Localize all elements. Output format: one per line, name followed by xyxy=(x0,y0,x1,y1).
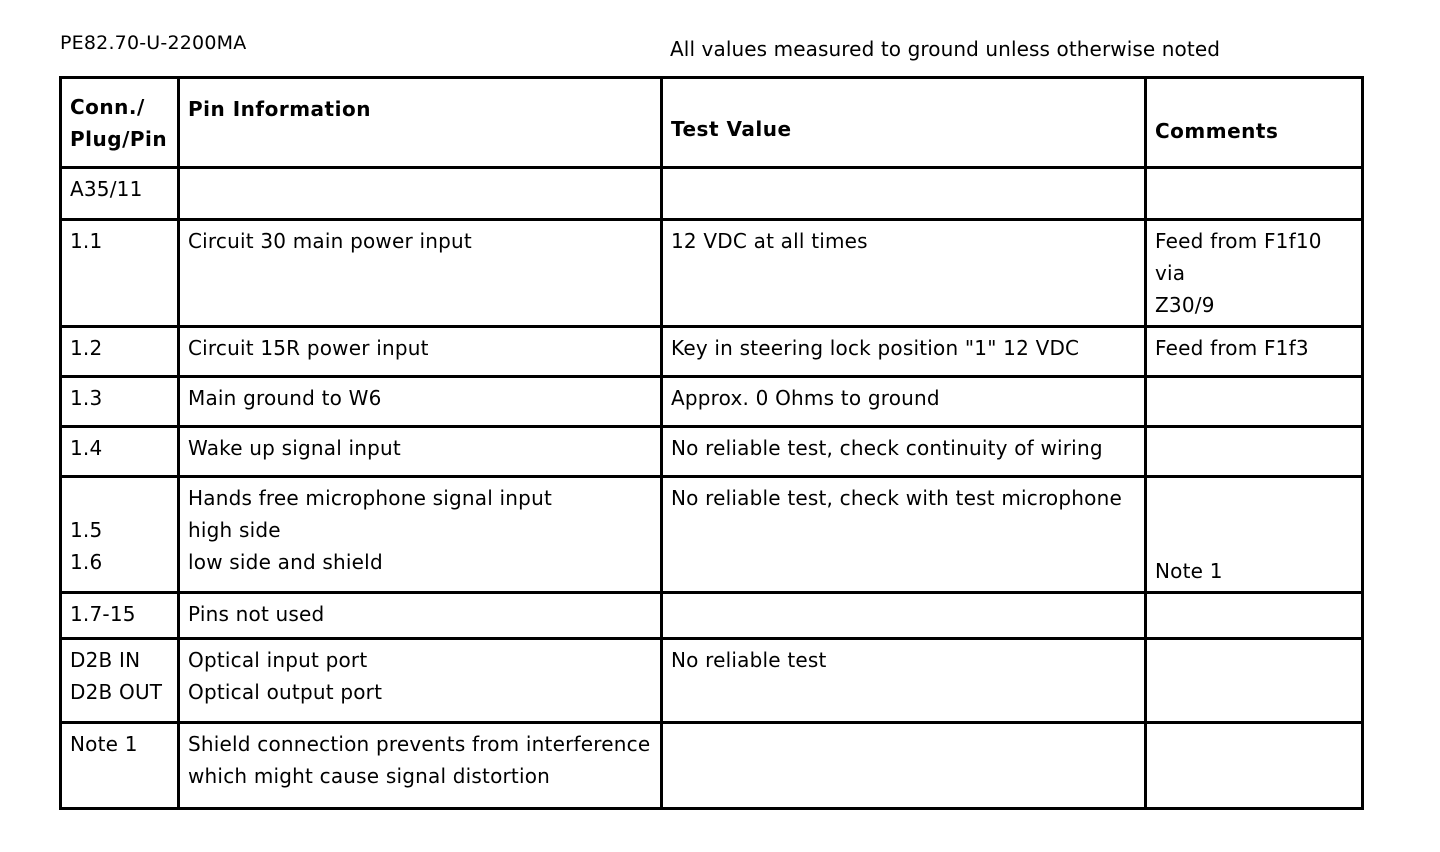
test-value-cell xyxy=(662,639,1146,723)
cell-text-line: Note 1 xyxy=(70,732,138,756)
header-conn-line-1: Conn./ xyxy=(70,94,145,119)
cell-text-line: Note 1 xyxy=(1155,559,1223,583)
comments-cell xyxy=(1146,168,1363,220)
table-body xyxy=(61,168,1363,809)
cell-text-line: Z30/9 xyxy=(1155,293,1215,317)
conn-plug-pin-cell xyxy=(61,327,179,377)
comments-cell xyxy=(1146,477,1363,593)
comments-cell xyxy=(1146,327,1363,377)
cell-text-line: high side xyxy=(188,518,281,542)
cell-text-line: No reliable test, check continuity of wiring xyxy=(671,436,1103,460)
cell-text-line: No reliable test, check with test microphone xyxy=(671,486,1122,510)
cell-text-line: Optical output port xyxy=(188,680,383,704)
pin-information-cell xyxy=(179,327,662,377)
pin-information-cell xyxy=(179,639,662,723)
pin-information-cell xyxy=(179,427,662,477)
comments-cell xyxy=(1146,377,1363,427)
comments-cell xyxy=(1146,723,1363,809)
test-value-cell xyxy=(662,427,1146,477)
table-row xyxy=(61,327,1363,377)
conn-plug-pin-cell xyxy=(61,477,179,593)
header-pin-information: Pin Information xyxy=(179,78,662,168)
cell-text-line: Wake up signal input xyxy=(188,436,401,460)
cell-text-line: 1.6 xyxy=(70,550,103,574)
cell-text-line: 1.7-15 xyxy=(70,602,136,626)
header-conn-line-2: Plug/Pin xyxy=(70,126,168,151)
test-value-cell xyxy=(662,327,1146,377)
table-row xyxy=(61,377,1363,427)
table-header-row xyxy=(61,78,1363,168)
cell-text-line: 1.2 xyxy=(70,336,103,360)
test-value-cell xyxy=(662,723,1146,809)
cell-text-line: which might cause signal distortion xyxy=(188,764,551,788)
cell-text-line: 1.3 xyxy=(70,386,103,410)
conn-plug-pin-cell xyxy=(61,639,179,723)
pin-information-cell xyxy=(179,168,662,220)
pin-information-cell xyxy=(179,723,662,809)
table-row xyxy=(61,427,1363,477)
cell-text-line: Shield connection prevents from interference xyxy=(188,732,651,756)
measurement-note: All values measured to ground unless otherwise noted xyxy=(670,37,1221,61)
test-value-cell xyxy=(662,168,1146,220)
table-row xyxy=(61,220,1363,327)
conn-plug-pin-cell xyxy=(61,168,179,220)
cell-text-line: Feed from F1f10 via xyxy=(1155,229,1322,285)
cell-text-line: D2B IN xyxy=(70,648,141,672)
cell-text-line: 1.1 xyxy=(70,229,103,253)
cell-text-line: Circuit 30 main power input xyxy=(188,229,472,253)
cell-text-line xyxy=(70,482,169,514)
document-code: PE82.70-U-2200MA xyxy=(60,32,247,54)
header-conn-plug-pin xyxy=(61,78,179,168)
cell-text-line: Approx. 0 Ohms to ground xyxy=(671,386,940,410)
table-row xyxy=(61,723,1363,809)
cell-text-line: D2B OUT xyxy=(70,680,163,704)
test-value-cell xyxy=(662,377,1146,427)
comments-cell xyxy=(1146,639,1363,723)
comments-cell xyxy=(1146,593,1363,639)
cell-text-line: Main ground to W6 xyxy=(188,386,382,410)
cell-text-line: Optical input port xyxy=(188,648,368,672)
conn-plug-pin-cell xyxy=(61,593,179,639)
test-value-cell xyxy=(662,220,1146,327)
cell-text-line: Key in steering lock position "1" 12 VDC xyxy=(671,336,1080,360)
conn-plug-pin-cell xyxy=(61,220,179,327)
cell-text-line: Circuit 15R power input xyxy=(188,336,429,360)
conn-plug-pin-cell xyxy=(61,723,179,809)
cell-text-line: 1.4 xyxy=(70,436,103,460)
pin-information-cell xyxy=(179,477,662,593)
cell-text-line: Hands free microphone signal input xyxy=(188,486,552,510)
pin-information-cell xyxy=(179,593,662,639)
cell-text-line: No reliable test xyxy=(671,648,827,672)
conn-plug-pin-cell xyxy=(61,427,179,477)
table-row xyxy=(61,477,1363,593)
table-row xyxy=(61,639,1363,723)
cell-text-line: Feed from F1f3 xyxy=(1155,336,1309,360)
header-comments: Comments xyxy=(1146,78,1363,168)
cell-text-line: Pins not used xyxy=(188,602,325,626)
table-row xyxy=(61,593,1363,639)
cell-text-line: 12 VDC at all times xyxy=(671,229,868,253)
cell-text-line: 1.5 xyxy=(70,518,103,542)
cell-text-line: A35/11 xyxy=(70,177,143,201)
comments-cell xyxy=(1146,220,1363,327)
table-row xyxy=(61,168,1363,220)
header-test-value: Test Value xyxy=(662,78,1146,168)
conn-plug-pin-cell xyxy=(61,377,179,427)
comments-cell xyxy=(1146,427,1363,477)
test-value-cell xyxy=(662,593,1146,639)
pin-test-table xyxy=(59,76,1364,810)
test-value-cell xyxy=(662,477,1146,593)
pin-information-cell xyxy=(179,220,662,327)
cell-text-line: low side and shield xyxy=(188,550,383,574)
pin-information-cell xyxy=(179,377,662,427)
